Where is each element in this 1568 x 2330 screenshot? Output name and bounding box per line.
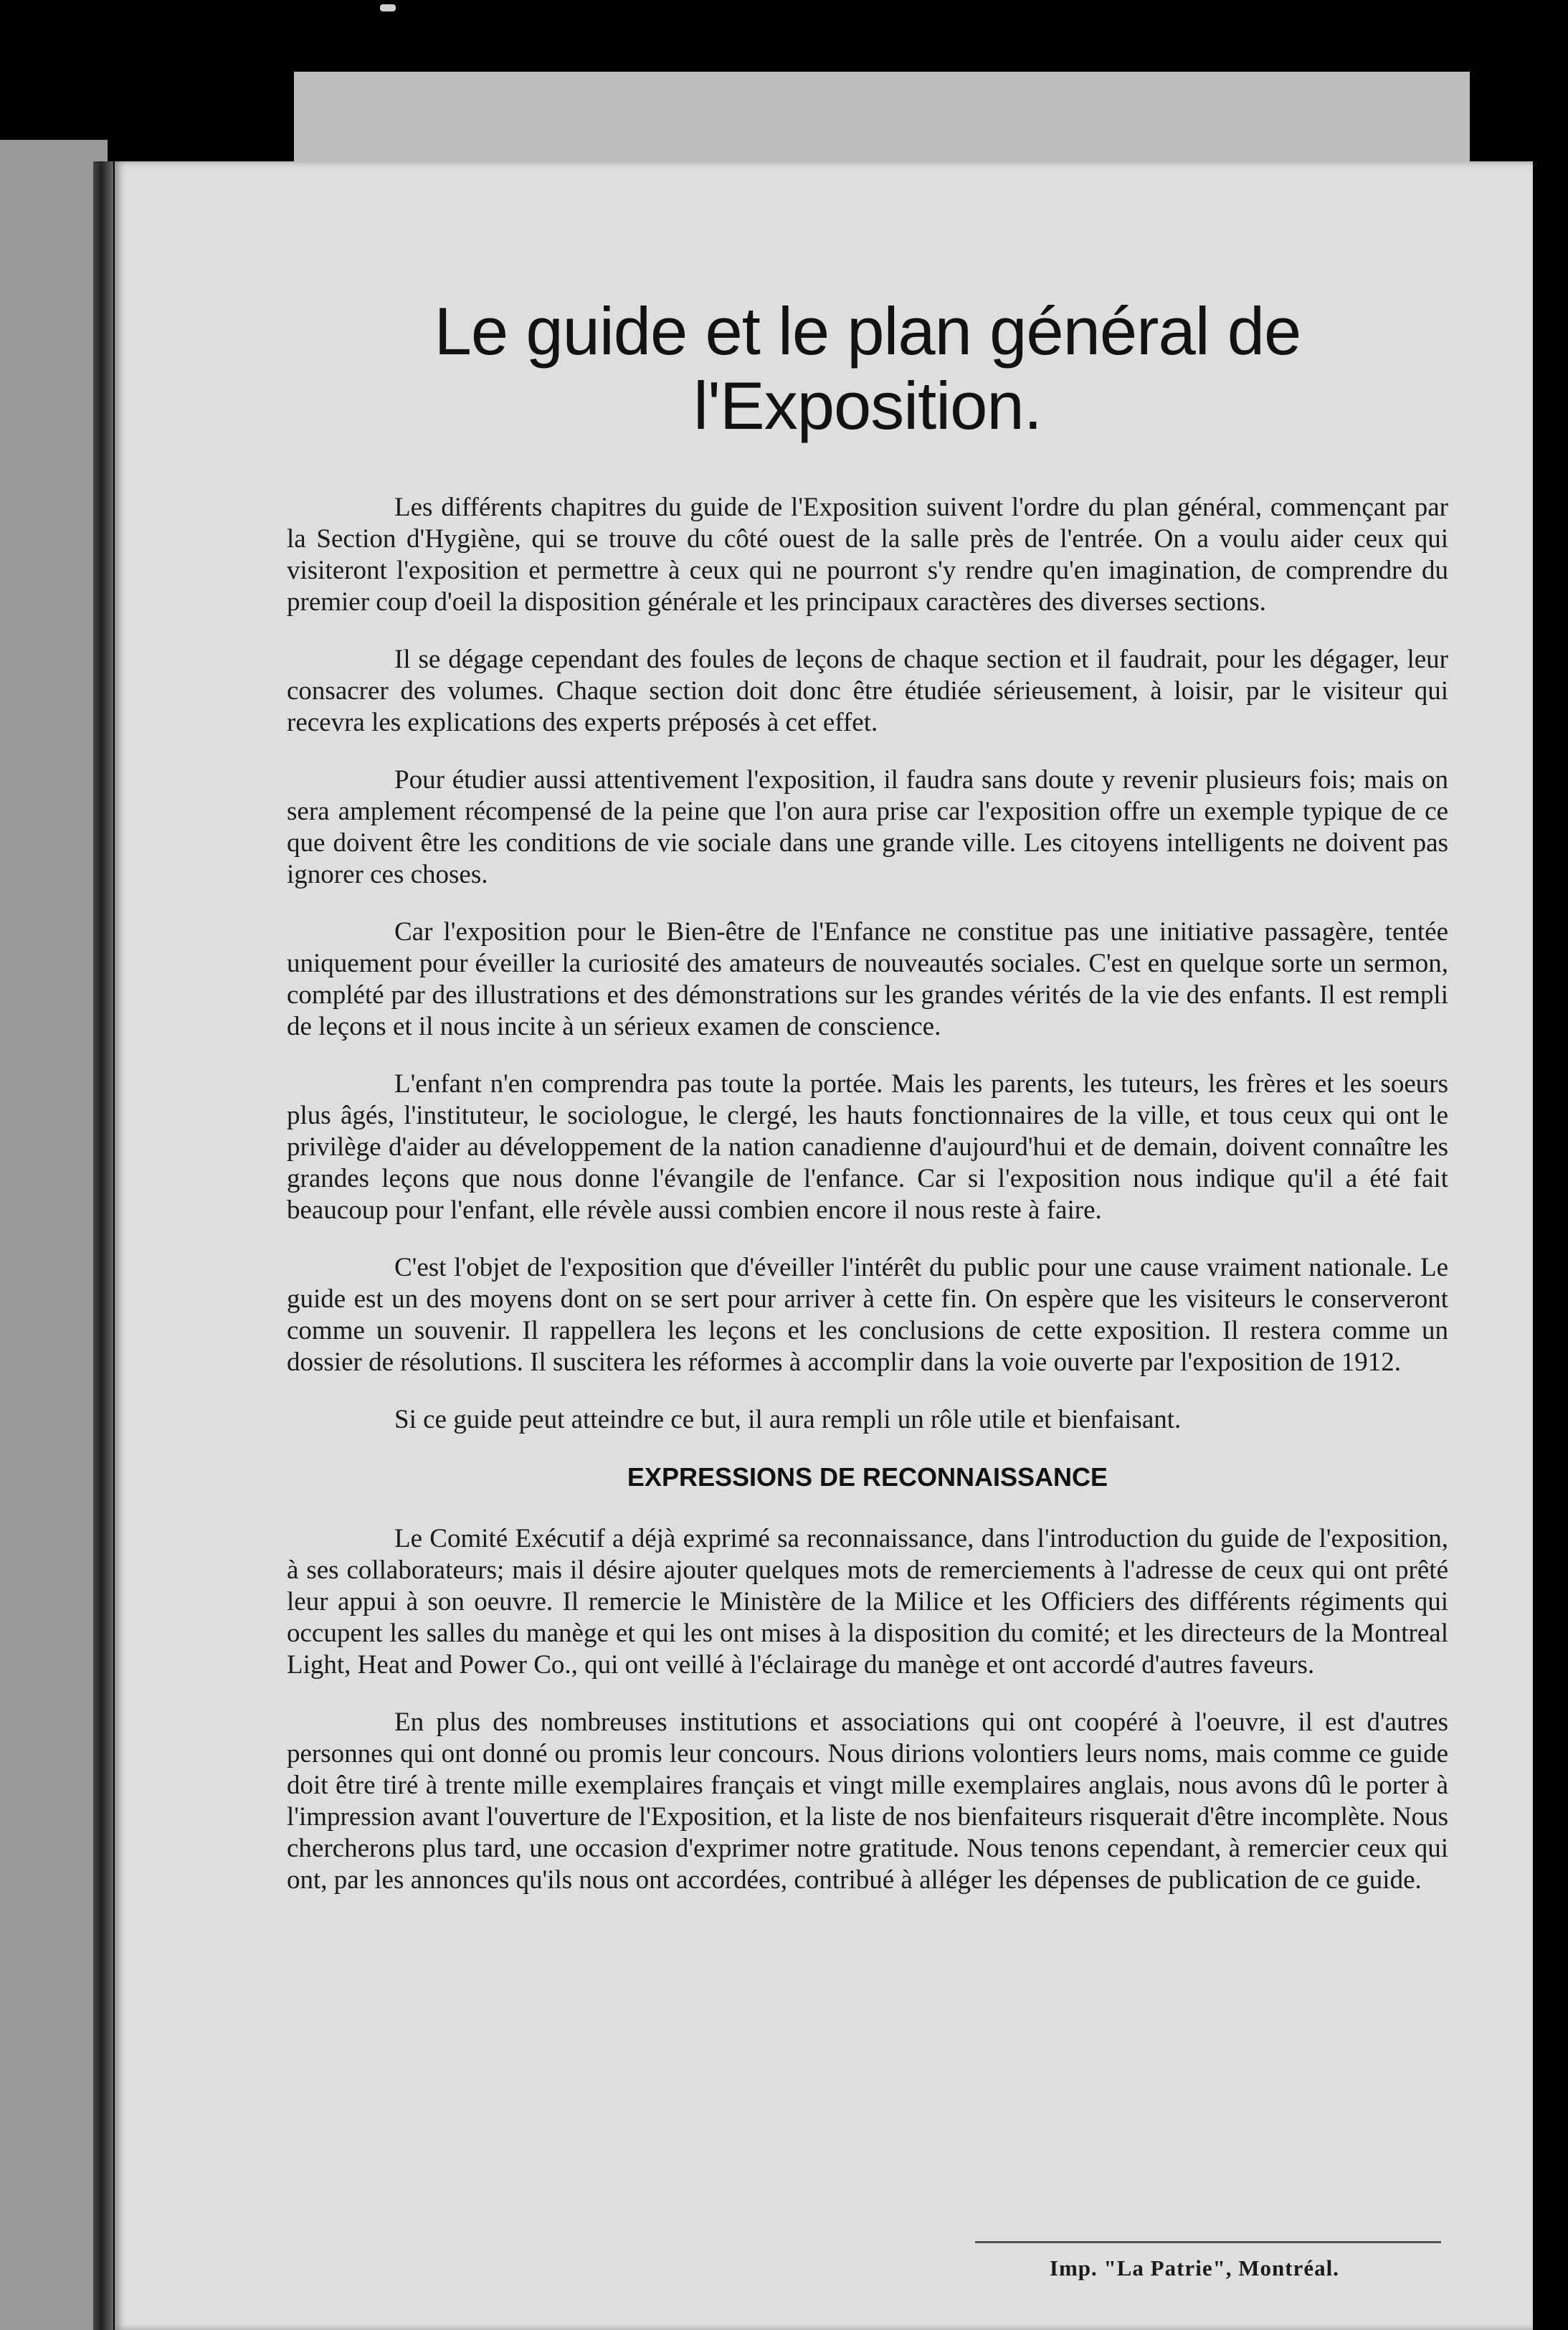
page-title: [287, 294, 1448, 443]
section-heading: EXPRESSIONS DE RECONNAISSANCE: [627, 1462, 1108, 1492]
paragraph-1: Les différents chapitres du guide de l'Exposition suivent l'ordre du plan général, commençant par la Section d'Hygiène, qui se trouve du côté ouest de la salle près de l'entrée. On a voulu aider ceux qui visiteront l'exposition et permettre à ceux qui ne pourront s'y rendre qu'en imagination, de comprendre du premier coup d'oeil la disposition générale et les principaux caractères des diverses sections.: [287, 493, 1448, 617]
underlying-sheet: [294, 72, 1470, 172]
document-page: [115, 161, 1533, 2330]
page-binding: [93, 161, 113, 2330]
printer-imprint: Imp. "La Patrie", Montréal.: [1049, 2255, 1339, 2281]
paragraph-2: Il se dégage cependant des foules de leçons de chaque section et il faudrait, pour les dégager, leur consacrer des volumes. Chaque section doit donc être étudiée sérieusement, à loisir, par le visiteur qui recevra les explications des experts préposés à cet effet.: [287, 645, 1448, 737]
page-title-line-1: Le guide et le plan général de: [434, 293, 1301, 369]
page-content: [287, 294, 1448, 1922]
paragraph-3: Pour étudier aussi attentivement l'exposition, il faudra sans doute y revenir plusieurs fois; mais on sera amplement récompensé de la peine que l'on aura prise car l'exposition offre un exemple typique de ce que doivent être les conditions de vie sociale dans une grande ville. Les citoyens intelligents ne doivent pas ignorer ces choses.: [287, 765, 1448, 889]
scan-speck: [380, 4, 396, 11]
section-paragraph-1: Le Comité Exécutif a déjà exprimé sa reconnaissance, dans l'introduction du guide de l'exposition, à ses collaborateurs; mais il désire ajouter quelques mots de remerciements à l'adresse de ceux qui ont prêté leur appui à son oeuvre. Il remercie le Ministère de la Milice et les Officiers des différents régiments qui occupent les salles du manège et qui les ont mises à la disposition du comité; et les directeurs de la Montreal Light, Heat and Power Co., qui ont veillé à l'éclairage du manège et ont accordé d'autres faveurs.: [287, 1524, 1448, 1680]
section-paragraph-2: En plus des nombreuses institutions et associations qui ont coopéré à l'oeuvre, il est d'autres personnes qui ont donné ou promis leur concours. Nous dirions volontiers leurs noms, mais comme ce guide doit être tiré à trente mille exemplaires français et vingt mille exemplaires anglais, nous avons dû le porter à l'impression avant l'ouverture de l'Exposition, et la liste de nos bienfaiteurs risquerait d'être incomplète. Nous chercherons plus tard, une occasion d'exprimer notre gratitude. Nous tenons cependant, à remercier ceux qui ont, par les annonces qu'ils nous ont accordées, contribué à alléger les dépenses de publication de ce guide.: [287, 1708, 1448, 1895]
paragraph-4: Car l'exposition pour le Bien-être de l'Enfance ne constitue pas une initiative passagère, tentée uniquement pour éveiller la curiosité des amateurs de nouveautés sociales. C'est en quelque sorte un sermon, complété par des illustrations et des démonstrations sur les grandes vérités de la vie des enfants. Il est rempli de leçons et il nous incite à un sérieux examen de conscience.: [287, 917, 1448, 1041]
facing-page-edge: [0, 140, 108, 2330]
paragraph-5: L'enfant n'en comprendra pas toute la portée. Mais les parents, les tuteurs, les frères et les soeurs plus âgés, l'instituteur, le sociologue, le clergé, les hauts fonctionnaires de la ville, et tous ceux qui ont le privilège d'aider au développement de la nation canadienne d'aujourd'hui et de demain, doivent connaître les grandes leçons que nous donne l'évangile de l'enfance. Car si l'exposition nous indique qu'il a été fait beaucoup pour l'enfant, elle révèle aussi combien encore il nous reste à faire.: [287, 1069, 1448, 1225]
page-title-line-2: l'Exposition.: [693, 368, 1042, 443]
imprint-divider: [975, 2241, 1441, 2243]
paragraph-6: C'est l'objet de l'exposition que d'éveiller l'intérêt du public pour une cause vraiment nationale. Le guide est un des moyens dont on se sert pour arriver à cette fin. On espère que les visiteurs le conserveront comme un souvenir. Il rappellera les leçons et les conclusions de cette exposition. Il restera comme un dossier de résolutions. Il suscitera les réformes à accomplir dans la voie ouverte par l'exposition de 1912.: [287, 1253, 1448, 1377]
paragraph-7: Si ce guide peut atteindre ce but, il aura rempli un rôle utile et bienfaisant.: [394, 1405, 1182, 1434]
